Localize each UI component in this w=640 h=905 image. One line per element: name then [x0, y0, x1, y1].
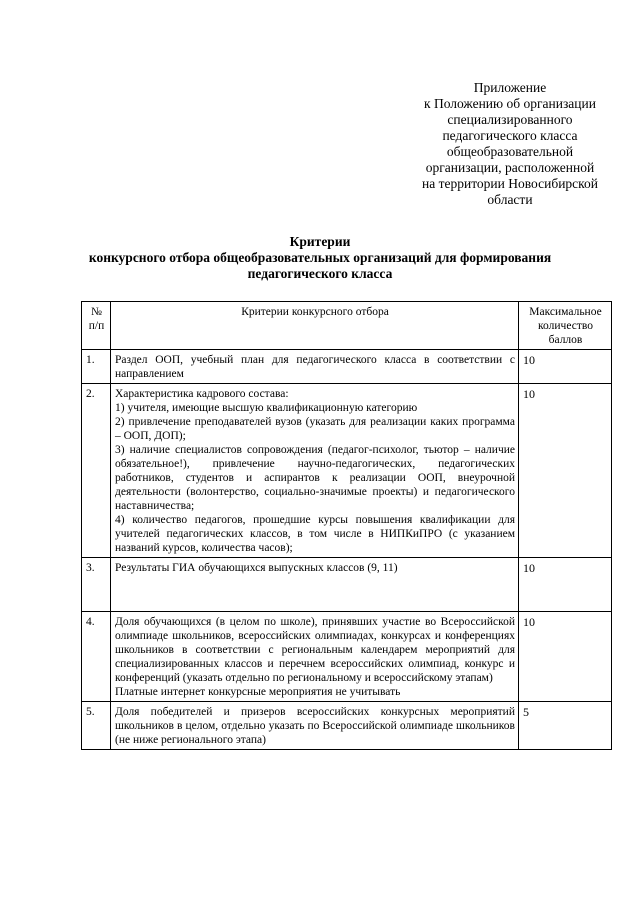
- row-number: 1.: [82, 350, 111, 384]
- table-row: [82, 558, 612, 612]
- row-number: 5.: [82, 702, 111, 750]
- table-header-row: [82, 302, 612, 350]
- appendix-line: педагогического класса: [442, 128, 578, 143]
- row-score: 5: [519, 702, 612, 750]
- appendix-line: Приложение: [473, 80, 547, 95]
- table-row: [82, 384, 612, 558]
- title-line: педагогического класса: [247, 266, 393, 281]
- document-title: [70, 234, 570, 282]
- header-criteria: Критерии конкурсного отбора: [111, 302, 519, 350]
- row-number: 3.: [82, 558, 111, 612]
- header-max-score: Максимальное количество баллов: [519, 302, 612, 350]
- table-row: [82, 702, 612, 750]
- row-score: 10: [519, 558, 612, 612]
- row-score: 10: [519, 350, 612, 384]
- row-number: 2.: [82, 384, 111, 558]
- row-criteria: Характеристика кадрового состава: 1) учителя, имеющие высшую квалификационную категорию 2) привлечение преподавателей вузов (указать для реализации каких программа – ООП, ДОП); 3) наличие специалистов сопровождения (педагог-психолог, тьютор – наличие обязательное!), привлечение научно-педагогических, педагогических работников, студентов и аспирантов к реализации ООП, внеурочной деятельности (волонтерство, социально-значимые проекты) и педагогического наставничества; 4) количество педагогов, прошедшие курсы повышения квалификации для учителей педагогических классов, в том числе в НИПКиПРО (с указанием названий курсов, количества часов);: [111, 384, 519, 558]
- appendix-line: к Положению об организации: [424, 96, 596, 111]
- title-line: конкурсного отбора общеобразовательных организаций для формирования: [88, 250, 552, 265]
- table-row: [82, 612, 612, 702]
- criteria-table: [81, 301, 612, 750]
- appendix-line: области: [487, 192, 533, 207]
- row-criteria: Доля победителей и призеров всероссийских конкурсных мероприятий школьников в целом, отдельно указать по Всероссийской олимпиаде школьников (не ниже регионального этапа): [111, 702, 519, 750]
- appendix-header: [395, 80, 625, 208]
- table-row: [82, 350, 612, 384]
- appendix-line: общеобразовательной: [446, 144, 574, 159]
- title-line: Критерии: [289, 234, 351, 249]
- appendix-line: организации, расположенной: [425, 160, 595, 175]
- row-number: 4.: [82, 612, 111, 702]
- row-criteria: Доля обучающихся (в целом по школе), принявших участие во Всероссийской олимпиаде школьников, всероссийских олимпиадах, конкурсах и конференциях школьников в соответствии с региональным календарем мероприятий для специализированных классов и перечнем всероссийских олимпиад, конкурс и конференций (указать отдельно по региональному и всероссийскому этапам) Платные интернет конкурсные мероприятия не учитывать: [111, 612, 519, 702]
- row-score: 10: [519, 612, 612, 702]
- row-score: 10: [519, 384, 612, 558]
- header-number: № п/п: [82, 302, 111, 350]
- appendix-line: специализированного: [447, 112, 573, 127]
- row-criteria: Раздел ООП, учебный план для педагогического класса в соответствии с направлением: [111, 350, 519, 384]
- appendix-line: на территории Новосибирской: [421, 176, 599, 191]
- row-criteria: Результаты ГИА обучающихся выпускных классов (9, 11): [111, 558, 519, 612]
